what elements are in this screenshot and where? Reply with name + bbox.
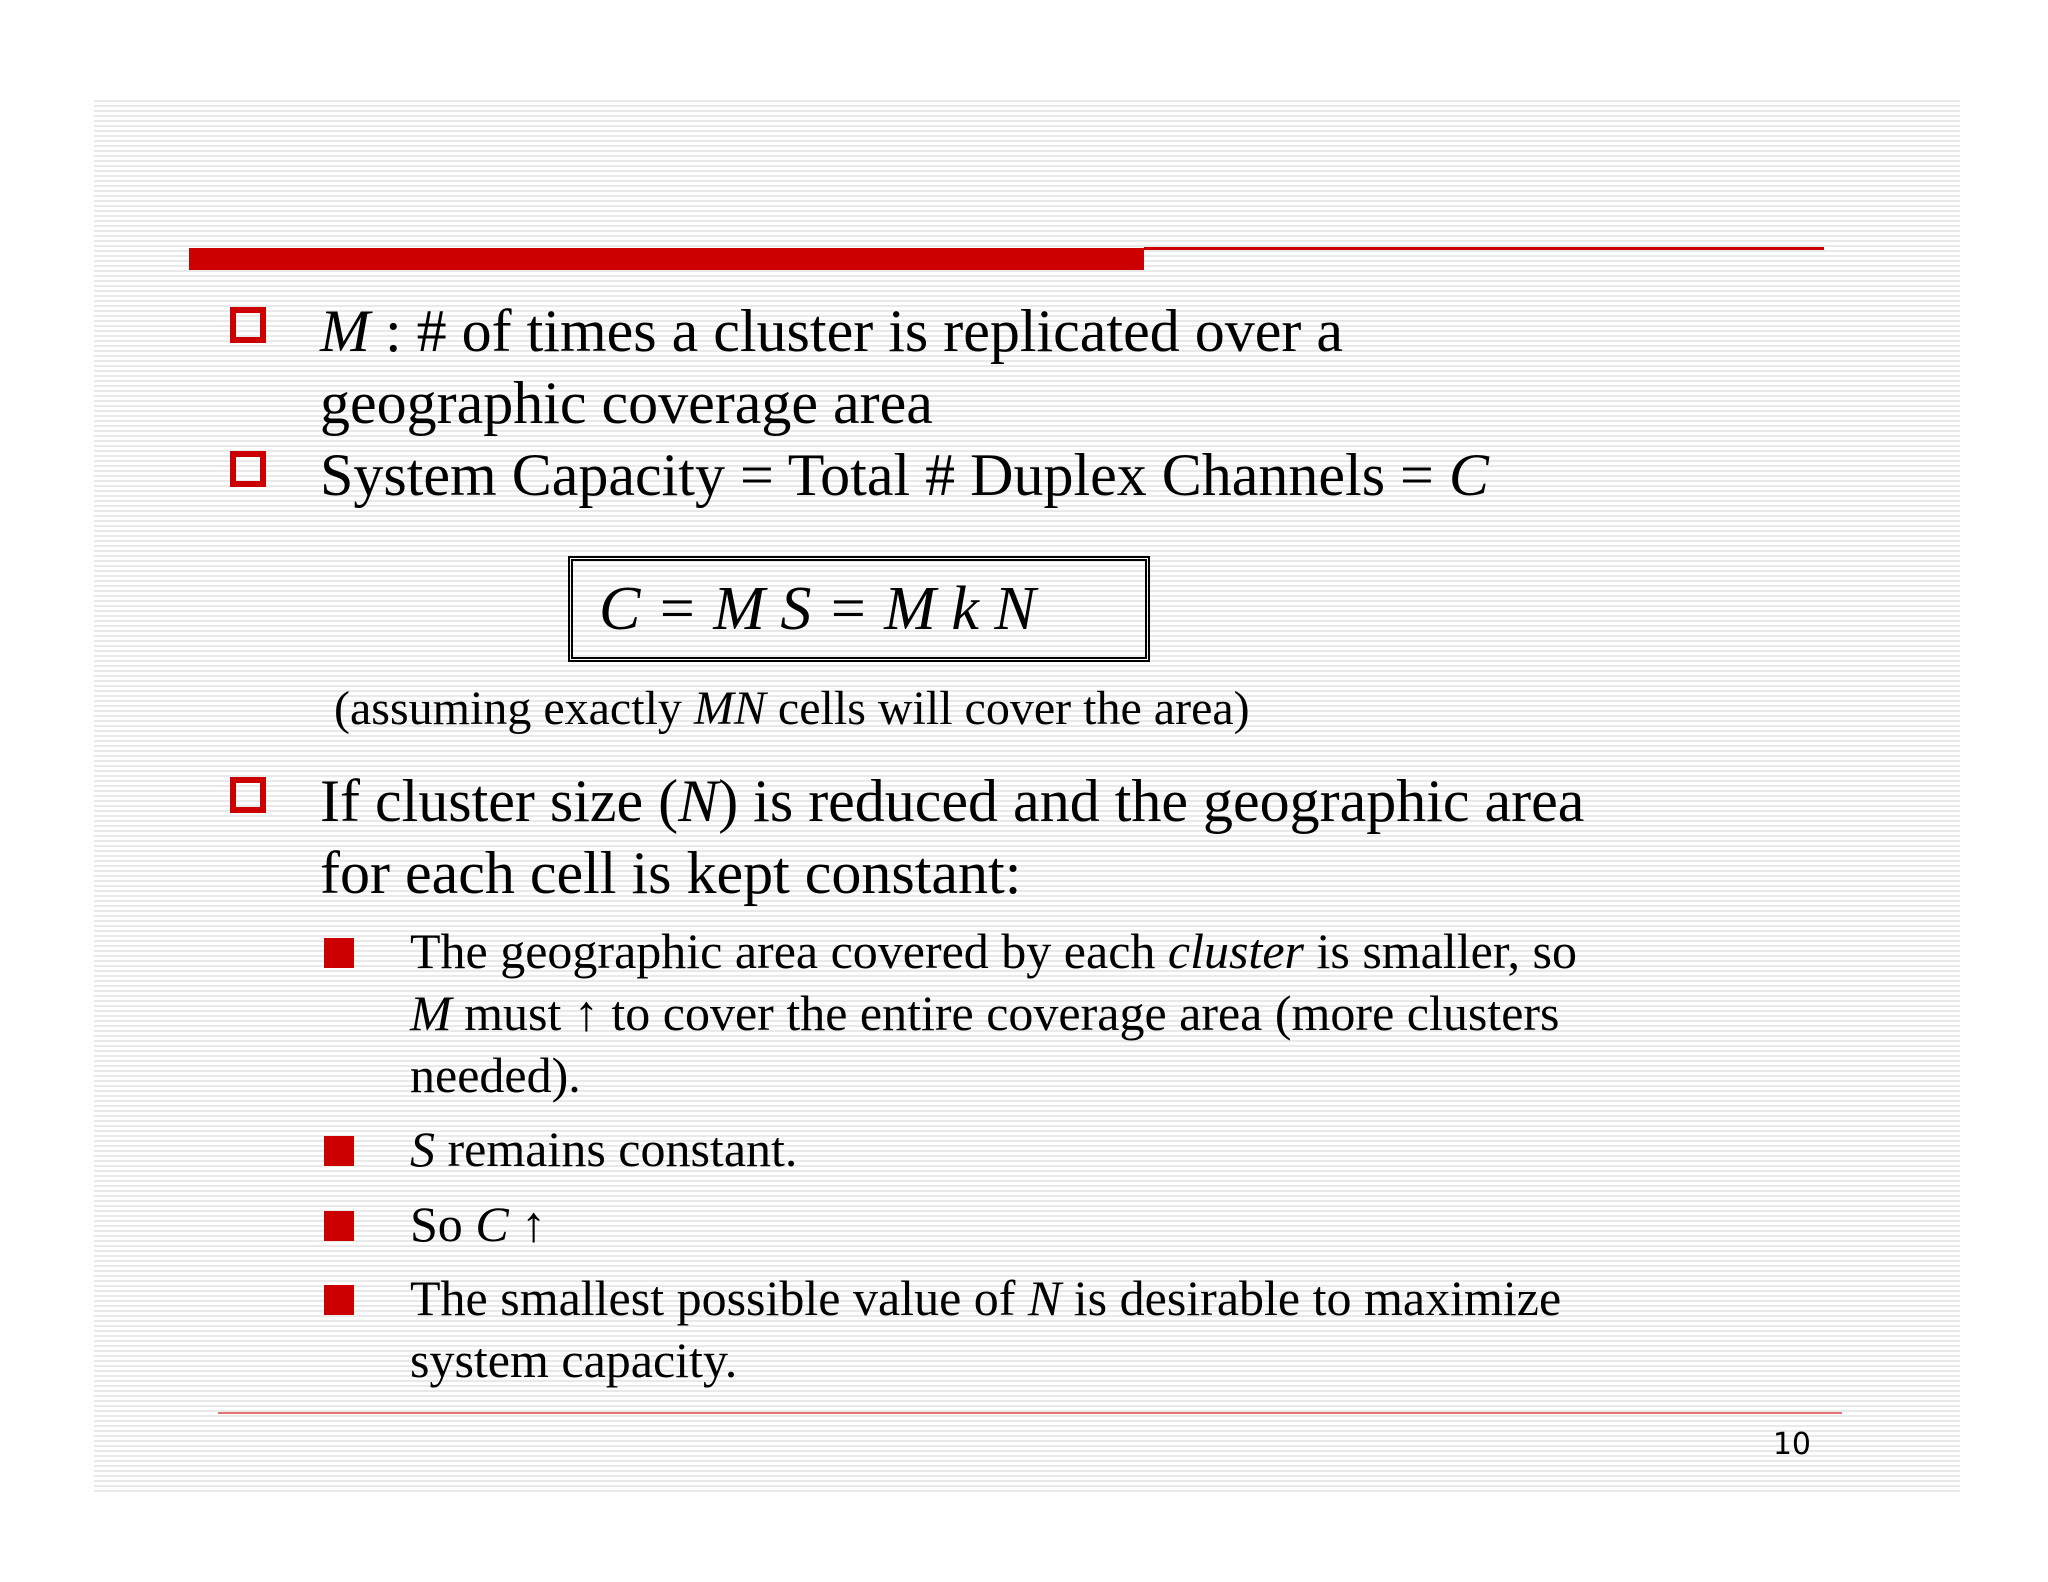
sub-bullet-text [410,1267,1750,1391]
footer-divider [218,1412,1842,1414]
slide [94,97,1960,1492]
bullet-line: for each cell is kept constant: [320,840,1022,906]
sub-bullet-line: remains constant. [435,1121,798,1177]
sub-bullet-line: is desirable to maximize [1061,1270,1562,1326]
hollow-square-bullet-icon [230,777,266,813]
hollow-square-bullet-icon [230,307,266,343]
bullet-line: System Capacity = Total # Duplex Channels = [320,442,1449,508]
bullet-text [320,765,1800,909]
variable-m: M [320,298,370,364]
title-accent-bar [189,248,1144,270]
variable-mn: MN [693,682,766,735]
filled-square-bullet-icon [324,1211,354,1241]
sub-bullet-text [410,1193,1750,1255]
sub-bullet-text [410,1118,1750,1180]
bullet-line: : # of times a cluster is replicated over a [369,298,1343,364]
variable-m: M [410,985,452,1041]
variable-c: C [475,1196,509,1252]
bullet-line: ) is reduced and the geographic area [718,768,1585,834]
note-text: cells will cover the area) [765,682,1250,735]
note-text: (assuming exactly [334,682,694,735]
variable-s: S [410,1121,435,1177]
filled-square-bullet-icon [324,1136,354,1166]
assumption-note [334,679,1634,739]
sub-bullet-line: The geographic area covered by each [410,923,1168,979]
sub-bullet-line: needed). [410,1047,581,1103]
title-accent-line [1144,247,1824,250]
variable-n: N [1027,1270,1062,1326]
bullet-text [320,295,1800,439]
emphasis-cluster: cluster [1167,923,1304,979]
variable-c: C [1448,442,1489,508]
capacity-equation: C = M S = M k N [568,556,1150,662]
page-number: 10 [1772,1427,1811,1462]
sub-bullet-line: The smallest possible value of [410,1270,1028,1326]
sub-bullet-line: system capacity. [410,1332,738,1388]
bullet-line: If cluster size ( [320,768,679,834]
bullet-line: geographic coverage area [320,370,933,436]
hollow-square-bullet-icon [230,451,266,487]
sub-bullet-line: is smaller, so [1303,923,1577,979]
sub-bullet-text [410,920,1750,1106]
up-arrow-icon: ↑ [508,1196,547,1252]
variable-n: N [678,768,719,834]
sub-bullet-line: must ↑ to cover the entire coverage area (more clusters [451,985,1560,1041]
bullet-text [320,439,1800,511]
filled-square-bullet-icon [324,1285,354,1315]
filled-square-bullet-icon [324,938,354,968]
sub-bullet-line: So [410,1196,476,1252]
